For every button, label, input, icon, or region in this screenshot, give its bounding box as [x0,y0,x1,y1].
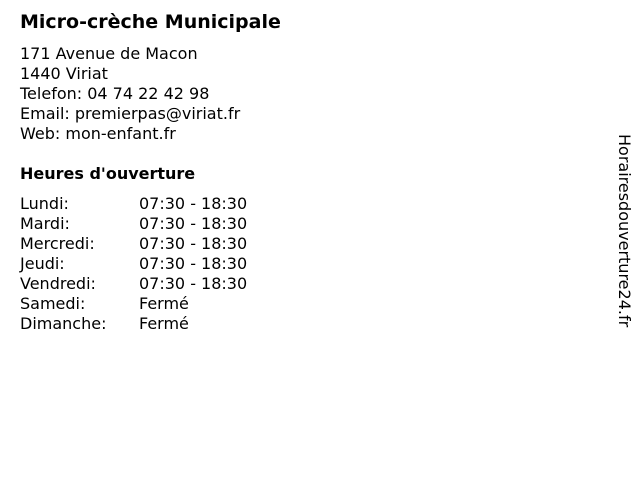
business-name: Micro-crèche Municipale [20,11,281,33]
street-address: 171 Avenue de Macon [20,44,198,63]
hours-row-sunday [20,314,247,334]
time-value: 07:30 - 18:30 [139,254,248,273]
day-label: Dimanche: [20,314,107,333]
hours-row-monday [20,194,247,214]
day-label: Mercredi: [20,234,95,253]
site-watermark-text: Horairesdouverture24.fr [615,134,634,328]
opening-hours-table [20,194,247,334]
time-value: 07:30 - 18:30 [139,234,248,253]
time-value: Fermé [139,294,189,313]
day-label: Lundi: [20,194,69,213]
hours-row-tuesday [20,214,247,234]
site-watermark [612,134,636,374]
day-label: Samedi: [20,294,86,313]
email-address: Email: premierpas@viriat.fr [20,104,241,123]
contact-info [20,44,240,144]
time-value: 07:30 - 18:30 [139,194,248,213]
hours-row-thursday [20,254,247,274]
time-value: 07:30 - 18:30 [139,274,248,293]
hours-row-saturday [20,294,247,314]
day-label: Jeudi: [20,254,65,273]
time-value: Fermé [139,314,189,333]
hours-row-friday [20,274,247,294]
phone-number: Telefon: 04 74 22 42 98 [20,84,210,103]
hours-row-wednesday [20,234,247,254]
day-label: Vendredi: [20,274,96,293]
day-label: Mardi: [20,214,70,233]
city-address: 1440 Viriat [20,64,108,83]
website: Web: mon-enfant.fr [20,124,176,143]
time-value: 07:30 - 18:30 [139,214,248,233]
hours-heading: Heures d'ouverture [20,164,196,183]
